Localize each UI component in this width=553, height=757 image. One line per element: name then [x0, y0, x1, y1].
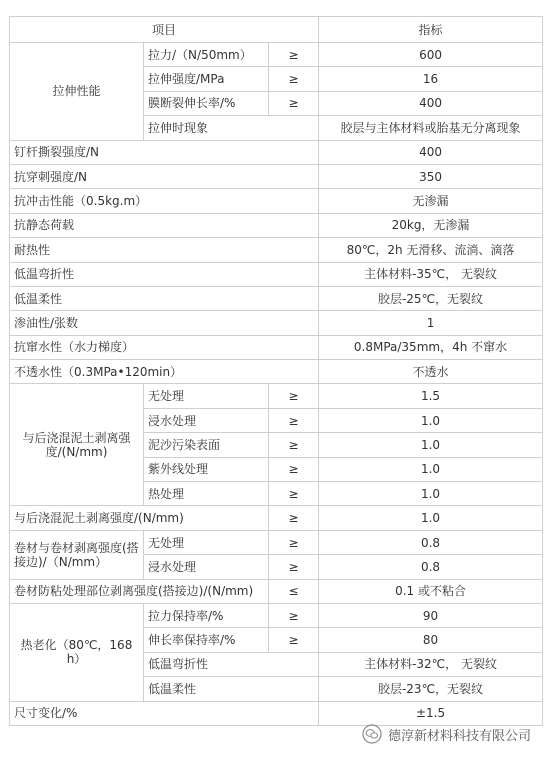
row-value: 80: [319, 628, 543, 652]
row-value: 1: [319, 311, 543, 335]
row-name: 拉伸时现象: [144, 116, 319, 140]
watermark-text: 德淳新材料科技有限公司: [388, 728, 532, 744]
row-value: ±1.5: [319, 701, 543, 725]
row-symbol: ≥: [269, 628, 319, 652]
table-row: [10, 701, 543, 725]
table-row: [10, 506, 543, 530]
row-name: 无处理: [144, 530, 269, 554]
table-row: [10, 213, 543, 237]
row-symbol: ≥: [269, 506, 319, 530]
row-symbol: ≥: [269, 482, 319, 506]
row-name: 低温弯折性: [10, 262, 319, 286]
row-name: 拉伸强度/MPa: [144, 67, 269, 91]
row-symbol: ≥: [269, 91, 319, 115]
row-symbol: ≥: [269, 457, 319, 481]
table-row: [10, 262, 543, 286]
row-value: 不透水: [319, 360, 543, 384]
row-value: 16: [319, 67, 543, 91]
row-name: 无处理: [144, 384, 269, 408]
row-symbol: ≥: [269, 384, 319, 408]
table-row: [10, 384, 543, 408]
row-value: 1.0: [319, 433, 543, 457]
row-symbol: ≥: [269, 408, 319, 432]
row-value: 胶层-25℃，无裂纹: [319, 286, 543, 310]
row-name: 渗油性/张数: [10, 311, 319, 335]
row-value: 0.8MPa/35mm，4h 不窜水: [319, 335, 543, 359]
row-name: 膜断裂伸长率/%: [144, 91, 269, 115]
group-label: 拉伸性能: [10, 43, 144, 141]
row-name: 紫外线处理: [144, 457, 269, 481]
row-symbol: ≥: [269, 530, 319, 554]
table-row: [10, 579, 543, 603]
row-value: 0.8: [319, 530, 543, 554]
row-value: 0.8: [319, 555, 543, 579]
table-row: [10, 238, 543, 262]
row-name: 低温弯折性: [144, 652, 319, 676]
wechat-icon: [362, 724, 382, 744]
row-value: 无渗漏: [319, 189, 543, 213]
row-name: 抗窜水性（水力梯度）: [10, 335, 319, 359]
row-value: 主体材料-35℃， 无裂纹: [319, 262, 543, 286]
row-name: 尺寸变化/%: [10, 701, 319, 725]
row-name: 浸水处理: [144, 555, 269, 579]
row-value: 80℃，2h 无滑移、流淌、滴落: [319, 238, 543, 262]
spec-table: [9, 16, 543, 726]
row-value: 1.0: [319, 506, 543, 530]
row-symbol: ≤: [269, 579, 319, 603]
row-value: 90: [319, 603, 543, 627]
row-name: 耐热性: [10, 238, 319, 262]
row-value: 350: [319, 164, 543, 188]
row-name: 拉力保持率/%: [144, 603, 269, 627]
row-value: 400: [319, 140, 543, 164]
table-row: [10, 286, 543, 310]
row-value: 20kg，无渗漏: [319, 213, 543, 237]
row-value: 胶层-23℃，无裂纹: [319, 677, 543, 701]
group-label: 与后浇混泥土剥离强度/(N/mm): [10, 384, 144, 506]
header-indicator: 指标: [319, 17, 543, 43]
row-value: 1.0: [319, 482, 543, 506]
row-name: 低温柔性: [10, 286, 319, 310]
row-name: 抗冲击性能（0.5kg.m）: [10, 189, 319, 213]
row-name: 浸水处理: [144, 408, 269, 432]
row-value: 1.5: [319, 384, 543, 408]
table-row: [10, 43, 543, 67]
table-row: [10, 189, 543, 213]
row-symbol: ≥: [269, 555, 319, 579]
row-name: 钉杆撕裂强度/N: [10, 140, 319, 164]
row-name: 低温柔性: [144, 677, 319, 701]
row-symbol: ≥: [269, 67, 319, 91]
row-value: 胶层与主体材料或胎基无分离现象: [319, 116, 543, 140]
table-row: [10, 164, 543, 188]
table-row: [10, 335, 543, 359]
row-symbol: ≥: [269, 43, 319, 67]
row-symbol: ≥: [269, 433, 319, 457]
table-row: [10, 530, 543, 554]
row-value: 400: [319, 91, 543, 115]
group-label: 热老化（80℃，168 h）: [10, 603, 144, 701]
row-name: 卷材防粘处理部位剥离强度(搭接边)/(N/mm): [10, 579, 269, 603]
row-name: 与后浇混泥土剥离强度/(N/mm): [10, 506, 269, 530]
table-row: [10, 140, 543, 164]
table-row: [10, 360, 543, 384]
row-name: 泥沙污染表面: [144, 433, 269, 457]
row-value: 600: [319, 43, 543, 67]
row-value: 0.1 或不粘合: [319, 579, 543, 603]
table-header-row: [10, 17, 543, 43]
row-value: 主体材料-32℃， 无裂纹: [319, 652, 543, 676]
watermark: [362, 724, 531, 744]
row-value: 1.0: [319, 457, 543, 481]
table-row: [10, 603, 543, 627]
row-name: 伸长率保持率/%: [144, 628, 269, 652]
row-name: 热处理: [144, 482, 269, 506]
table-row: [10, 311, 543, 335]
group-label: 卷材与卷材剥离强度(搭接边)/（N/mm）: [10, 530, 144, 579]
row-name: 不透水性（0.3MPa•120min）: [10, 360, 319, 384]
row-name: 拉力/（N/50mm）: [144, 43, 269, 67]
row-symbol: ≥: [269, 603, 319, 627]
row-value: 1.0: [319, 408, 543, 432]
header-item: 项目: [10, 17, 319, 43]
row-name: 抗静态荷载: [10, 213, 319, 237]
row-name: 抗穿刺强度/N: [10, 164, 319, 188]
